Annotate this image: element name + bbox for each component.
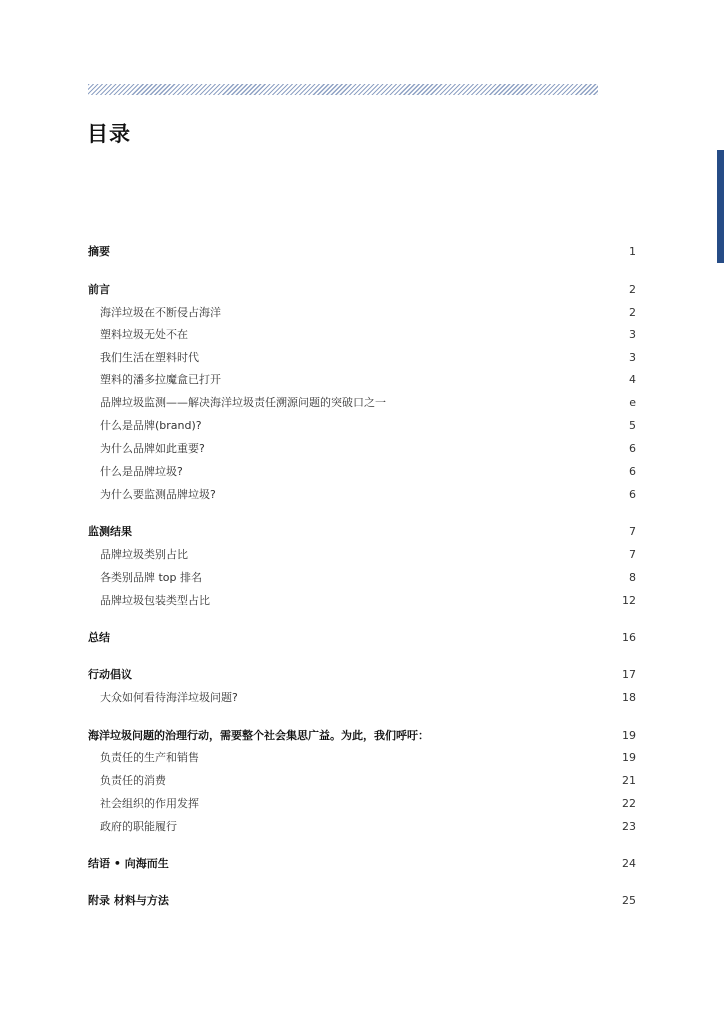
toc-entry-label: 塑料的潘多拉魔盒已打开 bbox=[100, 373, 221, 386]
toc-entry[interactable] bbox=[88, 855, 636, 873]
toc-entry[interactable] bbox=[88, 349, 636, 367]
toc-entry-page: 5 bbox=[629, 419, 636, 432]
toc-entry[interactable] bbox=[88, 523, 636, 541]
toc-entry-label: 负责任的生产和销售 bbox=[100, 751, 199, 764]
toc-entry[interactable] bbox=[88, 795, 636, 813]
toc-entry-page: 16 bbox=[622, 631, 636, 644]
toc-entry-label: 摘要 bbox=[88, 245, 110, 258]
toc-entry-page: 18 bbox=[622, 691, 636, 704]
toc-entry[interactable] bbox=[88, 326, 636, 344]
toc-entry[interactable] bbox=[88, 417, 636, 435]
toc-entry-label: 结语 • 向海而生 bbox=[88, 857, 169, 870]
toc-entry-page: 19 bbox=[622, 751, 636, 764]
toc-entry-label: 我们生活在塑料时代 bbox=[100, 351, 199, 364]
toc-entry[interactable] bbox=[88, 281, 636, 299]
toc-entry-page: 3 bbox=[629, 351, 636, 364]
toc-entry[interactable] bbox=[88, 592, 636, 610]
toc-entry[interactable] bbox=[88, 666, 636, 684]
toc-entry[interactable] bbox=[88, 486, 636, 504]
toc-entry-page: 8 bbox=[629, 571, 636, 584]
toc-entry-page: 12 bbox=[622, 594, 636, 607]
toc-entry[interactable] bbox=[88, 440, 636, 458]
toc-entry[interactable] bbox=[88, 394, 636, 412]
toc-entry[interactable] bbox=[88, 569, 636, 587]
toc-entry-label: 海洋垃圾问题的治理行动，需要整个社会集思广益。为此，我们呼吁： bbox=[88, 729, 429, 742]
page-title: 目录 bbox=[87, 122, 131, 146]
toc-entry-page: 25 bbox=[622, 894, 636, 907]
toc-entry-label: 为什么要监测品牌垃圾? bbox=[100, 488, 216, 501]
toc-entry[interactable] bbox=[88, 689, 636, 707]
toc-entry-page: 3 bbox=[629, 328, 636, 341]
toc-entry-page: 24 bbox=[622, 857, 636, 870]
toc-entry[interactable] bbox=[88, 546, 636, 564]
toc-entry[interactable] bbox=[88, 629, 636, 647]
toc-entry-label: 附录 材料与方法 bbox=[88, 894, 169, 907]
toc-entry-label: 政府的职能履行 bbox=[100, 820, 177, 833]
toc-entry-page: 6 bbox=[629, 465, 636, 478]
toc-entry-page: 23 bbox=[622, 820, 636, 833]
toc-entry-label: 总结 bbox=[88, 631, 110, 644]
edge-tab-marker bbox=[717, 150, 724, 263]
toc-entry[interactable] bbox=[88, 818, 636, 836]
toc-entry-label: 塑料垃圾无处不在 bbox=[100, 328, 188, 341]
toc-entry-page: 7 bbox=[629, 525, 636, 538]
toc-entry-label: 品牌垃圾包装类型占比 bbox=[100, 594, 210, 607]
toc-entry-label: 前言 bbox=[88, 283, 110, 296]
toc-entry-page: 1 bbox=[629, 245, 636, 258]
toc-entry[interactable] bbox=[88, 749, 636, 767]
toc-entry[interactable] bbox=[88, 463, 636, 481]
toc-entry-label: 什么是品牌垃圾? bbox=[100, 465, 183, 478]
toc-entry-label: 社会组织的作用发挥 bbox=[100, 797, 199, 810]
toc-entry-label: 什么是品牌(brand)? bbox=[100, 419, 202, 432]
toc-entry-label: 行动倡议 bbox=[88, 668, 132, 681]
toc-entry-page: 2 bbox=[629, 283, 636, 296]
toc-entry-page: 6 bbox=[629, 442, 636, 455]
toc-entry[interactable] bbox=[88, 727, 636, 745]
toc-entry-page: 4 bbox=[629, 373, 636, 386]
toc-entry-page: 7 bbox=[629, 548, 636, 561]
toc-entry-label: 监测结果 bbox=[88, 525, 132, 538]
toc-entry-page: 17 bbox=[622, 668, 636, 681]
toc-entry-page: 6 bbox=[629, 488, 636, 501]
toc-entry[interactable] bbox=[88, 772, 636, 790]
toc-entry-page: 19 bbox=[622, 729, 636, 742]
toc-entry-label: 为什么品牌如此重要? bbox=[100, 442, 205, 455]
table-of-contents bbox=[88, 0, 636, 1024]
toc-entry-page: 21 bbox=[622, 774, 636, 787]
toc-entry-label: 海洋垃圾在不断侵占海洋 bbox=[100, 306, 221, 319]
toc-entry-label: 各类别品牌 top 排名 bbox=[100, 571, 203, 584]
toc-entry-label: 大众如何看待海洋垃圾问题? bbox=[100, 691, 238, 704]
toc-entry-page: e bbox=[629, 396, 636, 409]
toc-entry-label: 品牌垃圾类别占比 bbox=[100, 548, 188, 561]
toc-entry[interactable] bbox=[88, 892, 636, 910]
toc-entry-page: 2 bbox=[629, 306, 636, 319]
toc-entry-page: 22 bbox=[622, 797, 636, 810]
toc-entry-label: 品牌垃圾监测——解决海洋垃圾责任溯源问题的突破口之一 bbox=[100, 396, 386, 409]
toc-entry[interactable] bbox=[88, 304, 636, 322]
toc-entry[interactable] bbox=[88, 371, 636, 389]
toc-entry[interactable] bbox=[88, 243, 636, 261]
toc-entry-label: 负责任的消费 bbox=[100, 774, 166, 787]
